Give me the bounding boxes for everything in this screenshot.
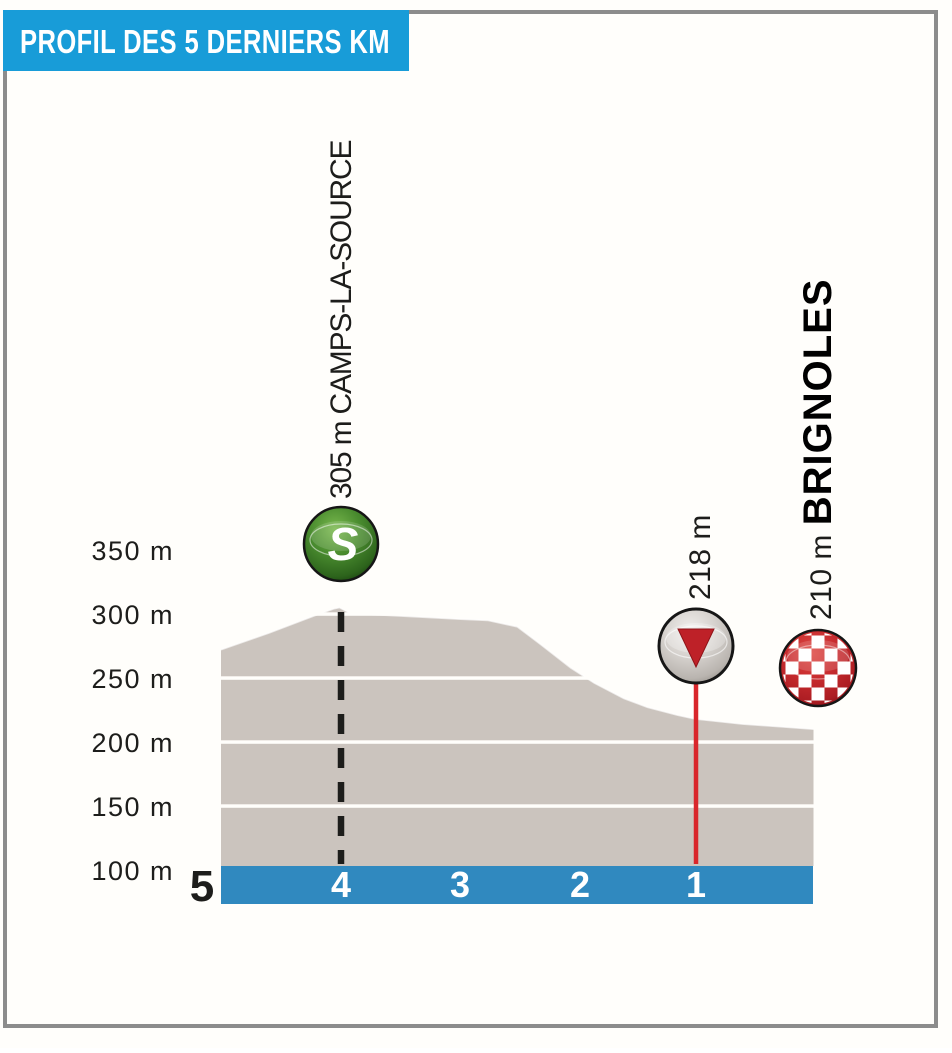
km-label-2: 2 bbox=[569, 864, 591, 905]
y-axis-label-150: 150 m bbox=[91, 792, 174, 822]
gridline-150m bbox=[221, 804, 814, 808]
y-axis-label-300: 300 m bbox=[91, 600, 174, 630]
sprint-s-icon bbox=[304, 507, 378, 581]
y-axis-label-250: 250 m bbox=[91, 664, 174, 694]
checkered-finish-icon bbox=[780, 630, 856, 706]
km-label-1: 1 bbox=[685, 864, 707, 905]
gridline-250m bbox=[221, 676, 814, 680]
y-axis-label-200: 200 m bbox=[91, 728, 174, 758]
page-title: PROFIL DES 5 DERNIERS KM bbox=[20, 23, 390, 60]
distance-bar bbox=[221, 866, 813, 904]
y-axis-label-350: 350 m bbox=[91, 536, 174, 566]
km-label-3: 3 bbox=[449, 864, 471, 905]
flamme-rouge-icon bbox=[659, 609, 733, 683]
y-axis-label-100: 100 m bbox=[91, 856, 174, 886]
km-label-5: 5 bbox=[189, 862, 215, 911]
finish-altitude: 210 m bbox=[805, 525, 838, 620]
sprint-s-letter: S bbox=[327, 518, 359, 570]
sprint-label: 305 m CAMPS-LA-SOURCE bbox=[325, 139, 358, 499]
flamme-rouge-label: 218 m bbox=[684, 514, 717, 600]
km-label-4: 4 bbox=[330, 864, 352, 905]
x-axis bbox=[190, 862, 813, 911]
gridline-300m bbox=[221, 612, 814, 616]
finish-name: BRIGNOLES bbox=[796, 278, 840, 526]
gridline-200m bbox=[221, 740, 814, 744]
